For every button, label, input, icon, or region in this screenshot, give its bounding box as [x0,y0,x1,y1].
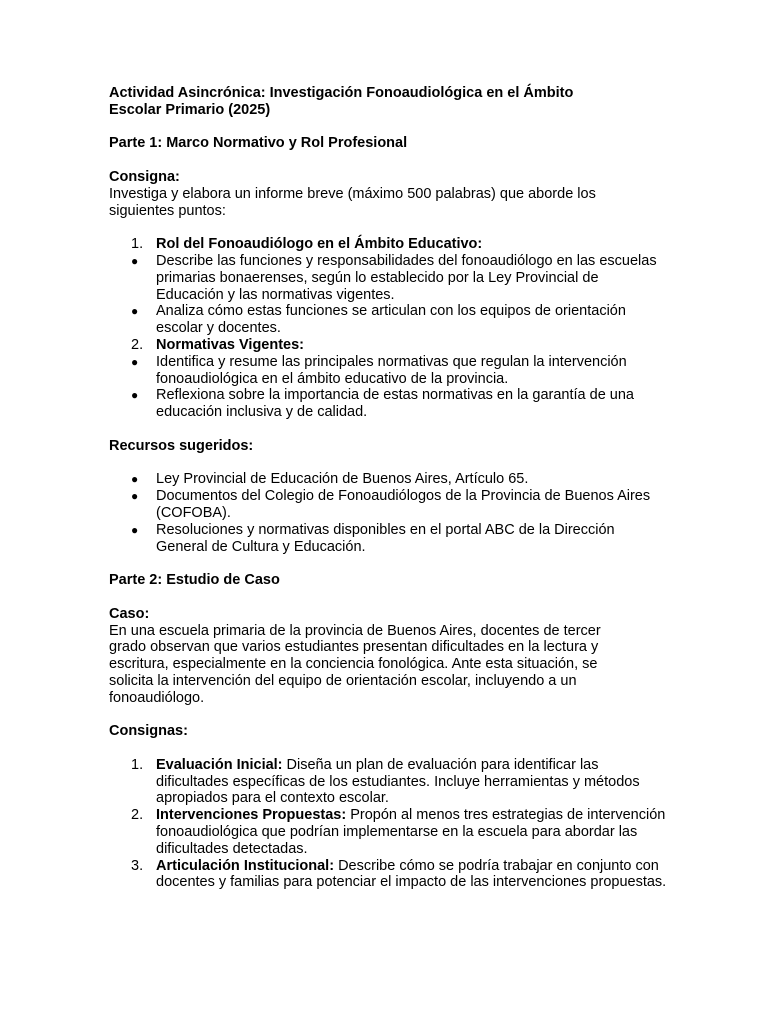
bullet-item [109,253,669,303]
part2-heading: Parte 2: Estudio de Caso [109,572,280,589]
consignas-label: Consignas: [109,723,188,740]
bullet-item [109,387,669,421]
item-title: Evaluación Inicial: [156,756,283,773]
item-number: 3. [131,857,144,874]
resource-text: Ley Provincial de Educación de Buenos Aires, Artículo 65. [156,471,529,488]
item-number: 2. [131,807,144,824]
bullet-icon: ● [131,388,139,403]
consigna-label: Consigna: [109,168,180,185]
consigna-text: Investiga y elabora un informe breve (máximo 500 palabras) que aborde los siguientes puntos: [109,185,596,219]
bullet-icon: ● [131,522,139,537]
item-number: 2. [131,336,144,353]
consigna-item [109,757,669,807]
item-number: 1. [131,756,144,773]
numbered-item [109,337,669,354]
item-text: Diseña un plan de evaluación para identificar las dificultades específicas de los estudiantes. Incluye herramientas y métodos apropiados para el contexto escolar. [156,756,640,807]
resource-text: Documentos del Colegio de Fonoaudiólogos de la Provincia de Buenos Aires (COFOBA). [156,488,651,521]
item-number: 1. [131,236,144,253]
resource-item [109,471,669,488]
bullet-item [109,354,669,388]
item-title: Articulación Institucional: [156,857,335,874]
resource-text: Resoluciones y normativas disponibles en el portal ABC de la Dirección General de Cultura y Educación. [156,521,615,555]
bullet-icon: ● [131,253,139,268]
case-text: En una escuela primaria de la provincia de Buenos Aires, docentes de tercer grado observan que varios estudiantes presentan dificultades en la lectura y escritura, especialmente en la conciencia fonológica. Ante esta situación, se solicita la intervención del equipo de orientación escolar, incluyendo a un fonoaudiólogo. [109,622,601,706]
bullet-icon: ● [131,304,139,319]
item-text: Propón al menos tres estrategias de intervención fonoaudiológica que podrían implementarse en la escuela para abordar las dificultades detectadas. [156,807,666,857]
resources-label: Recursos sugeridos: [109,437,254,454]
item-title: Normativas Vigentes: [156,336,305,353]
item-title: Intervenciones Propuestas: [156,807,347,824]
case-label: Caso: [109,605,150,622]
item-title: Rol del Fonoaudiólogo en el Ámbito Educativo: [156,236,483,253]
bullet-icon: ● [131,489,139,504]
consigna-item [109,858,669,892]
bullet-icon: ● [131,472,139,487]
part1-heading: Parte 1: Marco Normativo y Rol Profesional [109,135,408,152]
bullet-text: Analiza cómo estas funciones se articulan con los equipos de orientación escolar y docentes. [156,303,626,337]
consigna-item [109,807,669,857]
resource-item [109,522,669,556]
bullet-text: Identifica y resume las principales normativas que regulan la intervención fonoaudiológica en el ámbito educativo de la provincia. [156,353,627,387]
bullet-item [109,303,669,337]
document-body [109,85,669,891]
bullet-icon: ● [131,354,139,369]
resource-item [109,488,669,522]
bullet-text: Reflexiona sobre la importancia de estas normativas en la garantía de una educación inclusiva y de calidad. [156,387,634,421]
numbered-item [109,236,669,253]
document-title: Actividad Asincrónica: Investigación Fonoaudiológica en el Ámbito Escolar Primario (2025) [109,85,574,118]
bullet-text: Describe las funciones y responsabilidades del fonoaudiólogo en las escuelas primarias bonaerenses, según lo establecido por la Ley Provincial de Educación y las normativas vigentes. [156,252,657,303]
item-text: Describe cómo se podría trabajar en conjunto con docentes y familias para potenciar el impacto de las intervenciones propuestas. [156,857,667,891]
